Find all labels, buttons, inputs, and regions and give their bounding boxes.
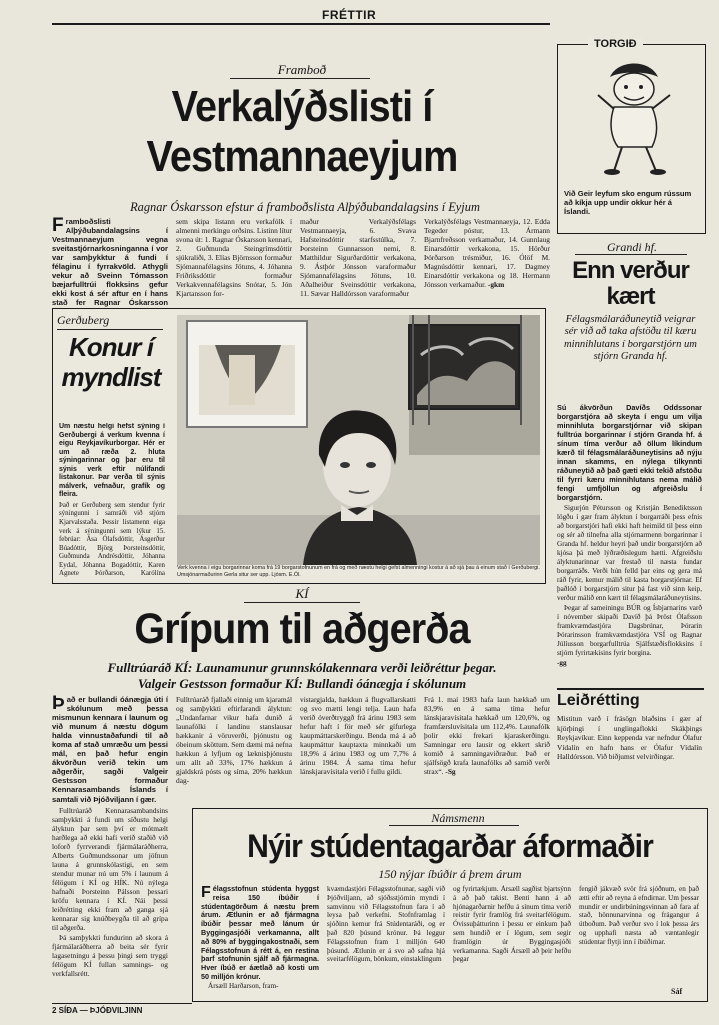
cartoon-caption: Við Geir leyfum sko engum rússum að kíkja upp undir okkur hér á Íslandi. (564, 189, 692, 216)
ki-col-2-text: Fulltrúaráð fjallaði einnig um kjaramál og samþykkti eftirfarandi ályktun: „Undanfarnar vikur hafa dunið á launafólki í landinu stanslausar hækkanir á vöruverði, þjónustu og óbeinum sköttum. Sem dæmi má nefna hækkun á lyfjum og læknisþjónustu um allt að 33%, 17% hækkun á gjaldskrá pósts og síma, 20% hækkun dag- (176, 695, 292, 786)
correction-headline: Leiðrétting (557, 692, 640, 709)
ki-deck-1: Fulltrúaráð KÍ: Launamunur grunnskólakennara verði leiðréttur þegar. (107, 660, 497, 675)
ki-deck-2: Valgeir Gestsson formaður KÍ: Bullandi óánægja í skólunum (137, 676, 467, 691)
grandi-deck: Félagsmálaráðuneytið veigrar sér við að taka afstöðu til kæru minnihlutans í borgarstjórn um stjórn Granda hf. (564, 314, 697, 363)
art-headline-line1: Konur í (69, 332, 153, 362)
ki-col-1 (52, 695, 168, 1025)
student-col-4 (579, 885, 699, 985)
art-box (52, 308, 546, 584)
main-signature: -gkm (487, 280, 505, 290)
art-text (59, 423, 165, 579)
drop-cap: F (52, 217, 64, 236)
grandi-signature: -gg (557, 658, 567, 667)
ki-col-3-text: vistargjalda, hækkun á flugvallarskatti og svo mætti lengi telja. Laun hafa verið óverðtryggð frá árinu 1983 sem hefur haft í för með sér gífurlega kaupmáttarskerðingu. Benda má á að kaupmáttur kauptaxta minnkaði um 18,9% á árinu 1983 og um 7,7% á árinu 1984. Á sama tíma hefur lánskjaravísitala verið í fullu gildi. (300, 695, 416, 777)
grandi-text (557, 404, 702, 676)
ki-headline: Grípum til aðgerða (134, 605, 470, 653)
art-kicker-line (57, 329, 163, 330)
main-col-1-text: ramboðslisti Alþýðubandalagsins í Vestmannaeyjum vegna sveitastjórnarkosninganna í vor var samþykktur á fundi í félaginu í fyrrakvöld. Athygli vekur að Sveinn Tómasson bæjarfulltrúi flokksins gefur ekki kost á sér aftur en í hans stað fer Ragnar Óskarsson (52, 217, 168, 307)
main-deck: Ragnar Óskarsson efstur á framboðslista Alþýðubandalagsins í Eyjum (130, 200, 480, 214)
student-col-1-text: Ársæll Harðarson, fram- (208, 981, 279, 990)
art-lead: Um næstu helgi hefst sýning í Gerðubergi á verkum kvenna í eigu Reykjavíkurborgar. Hér er um að ræða 2. hluta sýningarinnar og þar eru til sýnis verk eftir núlifandi listakonur. Þar verða til sýnis málverk, vefnaður, grafík og fleira. (59, 423, 165, 499)
grandi-headline-1: Enn verður (572, 257, 689, 284)
main-col-4 (424, 217, 550, 307)
section-header (322, 8, 376, 22)
art-caption: Verk kvenna í eigu borgarinnar koma frá 19 borgarstofnunum en frá og með næstu helgi gefst almenningi kostur á að sjá þau á einum stað í Gerðubergi. Umsjónarmaðurinn Gerla situr ser upp. Ljósm. E.Ól. (177, 565, 540, 578)
grandi-headline-2: kært (606, 283, 655, 310)
art-kicker: Gerðuberg (57, 313, 110, 327)
grandi-story (557, 240, 704, 680)
section-label: FRÉTTIR (322, 8, 377, 22)
student-col-1 (201, 885, 319, 997)
student-col-2-text: kvæmdastjóri Félagsstofnunar, sagði við Þjóðviljann, að sjóðsstjórnin myndi í samvinnu við Félagsstofnun fara í að leysa það verkefni. Stofnframlag í sjóðinn kemur frá Stúdentaráði, og er það 820 þúsund krónur. Þá leggur Félagsstofnun fram 1 milljón 640 þúsund. Ætlunin er á svo að safna hjá sveitarfélögum, bönkum, einstaklingum (327, 885, 445, 964)
ki-kicker-line (244, 602, 360, 603)
correction-body: Mistitun varð í frásögn blaðsins í gær af kjörþingi í unglingaflokki Skákþings Reykjavíkur. Einn keppenda var nefndur Ólafur Vídalín en hafn hans er Ólafur Vídalín Halldórsson. Við biðjumst velvirðingar. (557, 714, 702, 762)
ki-signature: -Sg (445, 767, 456, 777)
main-col-2-text: sem skipa listann eru verkafólk í almenni merkingu orðsins. Listinn lítur svona út: 1. Ragnar Óskarsson kennari, 2. Guðmunda Steingrímsdóttir sjúkraliði, 3. Elías Björnsson formaður Sjómannafélagsins Jötuns, 4. Jóhanna Friðriksdóttir formaður Verkakvennafélagsins Snótar, 5. Jón Kjartansson for- (176, 217, 292, 299)
photo-illustration (177, 315, 540, 565)
ki-col-4-text: Frá 1. maí 1983 hafa laun hækkað um 83,9% en á sama tíma hefur lánskjaravísitala hækkað um 120,6%, og framfærsluvísitala um 112,4%. Launafólk þolir ekki frekari kjaraskerðingu. Samningar eru lausir og ekkert skrið komið á samningaviðræður. Það er sjálfsögð krafa launafólks að samið verði strax“. (424, 695, 550, 777)
ki-col-3 (300, 695, 416, 791)
student-headline: Nýir stúdentagarðar áformaðir (247, 828, 653, 864)
grandi-lead: Sú ákvörðun Davíðs Oddssonar borgarstjóra að skeyta í engu um vilja minnihluta borgarstjórnar við skipan fulltrúa borgarinnar í stjórn Granda hf. á sínum tíma verður að öllum líkindum kærð til félagsmálaráðuneytisins að nýju innan skamms, en nýlega tilkynnti ráðuneytið að það gæti ekki tekið afstöðu til fyrri kæru minnihlutans nema málið fengi umfjöllun og afgreiðslu í borgarstjórn. (557, 404, 702, 502)
art-headline-line2: myndlist (61, 362, 161, 392)
student-col-3-text: og fyrirtækjum. Ársæll sagðist bjartsýnn á að það takist. Benti hann á að hjónagarðarnir hefðu á sínum tíma verið reistir fyrir framlög frá sveitarfélögum. Óvissuþátturinn í þessu er einkum það sem hundið er í lögum, sem segir framlögin úr Byggingasjóði verkamanna. Sagði Ársæll að þeir hefðu þegar (453, 885, 571, 964)
correction (557, 692, 704, 802)
main-headline-line2: Vestmannaeyjum (146, 132, 458, 181)
ki-col-1-p3: Þá samþykkti fundurinn að skora á fjármálaráðherra að beita sér fyrir lagasetningu á þessu þingi sem tryggi félögum KÍ fullan samnings- og verkfallsrétt. (52, 933, 168, 979)
student-box (192, 808, 708, 1002)
ki-drop-cap: Þ (52, 695, 65, 714)
student-kicker: Námsmenn (431, 811, 485, 825)
grandi-kicker: Grandi hf. (606, 240, 657, 254)
header-rule (52, 23, 550, 25)
ki-col-1-lead: að er bullandi óánægja úti í skólunum með þessa mismunun kennara í launum og við munum á næstu dögum halda vinnustaðafundi til að koma af stað umræðu um þessi mál, en það hefur engin ákvörðun verið tekin um aðgerðir, sagði Valgeir Gestsson formaður Kennarasambands Íslands í samtali við Þjóðviljann í gær. (52, 695, 168, 804)
cartoon-label: TORGIÐ (588, 38, 643, 50)
page-footer: 2 SÍÐA — ÞJÓÐVILJINN (52, 1006, 143, 1015)
main-col-4-text: Verkalýðsfélags Vestmannaeyja, 12. Edda Tegeder póstur, 13. Ármann Bjarnfreðsson verkamaður, 14. Gunnlaug Einarsdóttir verkakona, 15. Hörður Þórðarson trésmiður, 16. Ólöf M. Magnúsdóttir kennari, 17. Dagmey Einarsdóttir verkakona og 18. Hermann Jónsson verkamaður. (424, 217, 550, 290)
ki-col-2 (176, 695, 292, 791)
ki-kicker: KÍ (295, 586, 309, 601)
main-headline-line1: Verkalýðslisti í (171, 82, 433, 131)
student-col-3 (453, 885, 571, 997)
art-photo (177, 315, 540, 565)
student-col-2 (327, 885, 445, 997)
main-story (52, 60, 552, 310)
ki-col-4 (424, 695, 550, 791)
main-col-3 (300, 217, 416, 307)
student-kicker-line (389, 825, 519, 826)
grandi-body-2: Þegar af sameiningu BÚR og Ísbjarnarins varð í nóvember skipaði Davíð þá Þröst Ólafsson framkvæmdastjóra Dagsbrúnar, Þórarin Þórarinsson framkvæmdastjóra VSÍ og Ragnar Júlíusson borgarfulltrúa Sjálfstæðisflokksins í stjórn fyrirtækisins fyrir borgina. (557, 603, 702, 657)
student-deck: 150 nýjar íbúðir á þrem árum (378, 867, 522, 881)
cartoon-drawing (578, 55, 688, 175)
cartoon-box (557, 38, 706, 234)
main-col-2 (176, 217, 292, 307)
footer-rule (52, 1003, 192, 1004)
student-drop-cap: F (201, 885, 211, 901)
student-signature: Sáf (671, 987, 683, 996)
ki-col-1-p2: Fulltrúaráð Kennarasambandsins samþykkti á fundi um síðustu helgi ályktun þar sem því er mótmælt harðlega að ekki hafi verið staðið við loforð fyrrverandi fjármálaráðherra, Alberts Guðmundssonar um jöfnun launa á grunnskólastigi, en sem stendur munar nú um 5% í launum á félögum í KÍ og HÍK. Nú nýlega hafnaði Þorsteinn Pálsson þessari kröfu kennara í KÍ. Nái þessi leiðrétting ekki fram að ganga sjá kennarar sig knúðbeygða til að grípa til aðgerða. (52, 805, 168, 933)
grandi-kicker-line (575, 254, 687, 255)
correction-rule (557, 688, 704, 690)
main-col-3-text: maður Verkalýðsfélags Vestmannaeyja, 6. Svava Hafsteinsdóttir starfsstúlka, 7. Þorsteinn Gunnarsson nemi, 8. Matthildur Sigurðardóttir verkakona, 9. Ástþór Jónsson varaformaður Sjómannafélagsins Jötuns, 10. Aðalheiður Sveinsdóttir verkakona, 11. Sævar Halldórsson varaformaður (300, 217, 416, 299)
student-lead: élagsstofnun stúdenta hyggst reisa 150 íbúðir í stúdentagörðum á næstu þrem árum. Ætlunin er að fjármagna íbúðir þessar með lánum úr Byggingasjóði verkamanna, allt að 80% af byggingakostnaði, sem Félagsstofnun á rétt á, en restina þarf stofnunin sjálf að fjármagna. Hver íbúð er áætlað að kosti um 50 milljón krónur. (201, 885, 319, 981)
main-kicker-line (230, 78, 370, 79)
main-col-1 (52, 217, 168, 307)
art-body: Það er Gerðuberg sem stendur fyrir sýningunni í samráði við stjórn Kjarvalsstaða. Þessir listamenn eiga verk á sýningunni sem lýkur 15. febrúar: Ása Ólafsdóttir, Ásgerður Búadóttir, Björg Þorsteinsdóttir, Guðmunda Andrésdóttir, Jóhanna Eydal, Jóhanna Bogadóttir, Karen Agnete Þórðarson, Karólína (59, 501, 165, 578)
main-kicker: Framboð (277, 62, 327, 77)
grandi-body-1: Sigurjón Pétursson og Kristján Benediktsson lögðu í gær fram ályktun í borgarráði þess efnis að borgarstjóri hafi ekki haft heimild til þess einn og sér að tilnefna alla stjórnarmenn borgarinnar í Granda hf. heldur heyri það undir borgarstjórn að kjósa þá með lýðræðislegum hætti. Afgreiðslu ályktunarinnar var frestað til næsta fundar borgarráðs. Verði hún felld þar eins og gera má ráð fyrir, kemur málið til kasta borgarstjórnar. Ef þaðlóð í borgarstjórn situr þá fast við sinn keip, verður málið enn kært til félagsmálaráðuneytisins. (557, 504, 702, 603)
student-col-4-text: fengið jákvæð svör frá sjóðnum, en það ætti eftir að reyna á efndirnar. Um þessar mundir er undirbúningsvinnan að fara af stað, hönnunarvinna og frágangur á útboðum. Það verður svo í lok þessa árs og upphafi næsta að væntanlegir stúdentar flytji inn í íbúðirnar. (579, 885, 699, 946)
